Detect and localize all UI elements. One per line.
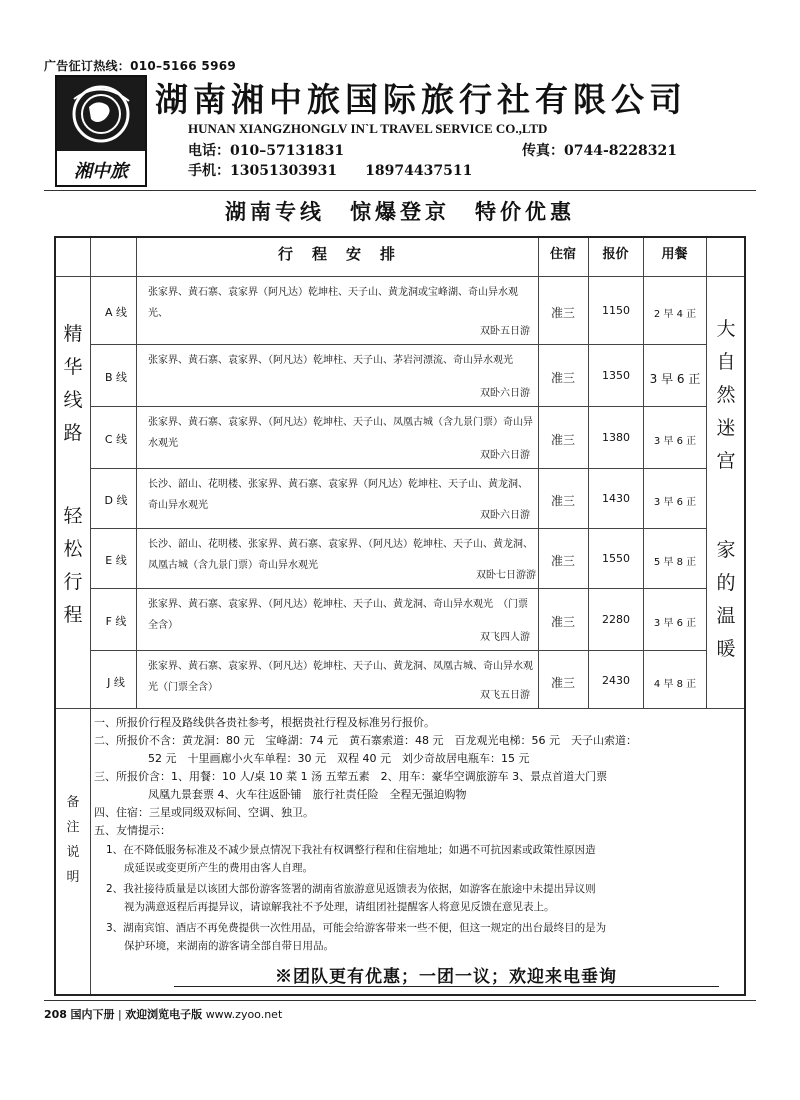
header-meal: 用餐: [661, 247, 688, 262]
phone-label: 电话：: [188, 143, 230, 159]
meal-value: 3 早 6 正: [653, 436, 697, 447]
company-name: 湖南湘中旅国际旅行社有限公司: [155, 80, 687, 119]
mobile-number-2: 18974437511: [365, 163, 473, 179]
right-label-bottom: 家 的 温 暖: [716, 539, 736, 660]
route-text: 张家界、黄石寨、袁家界、（阿凡达）乾坤柱、天子山、黄龙洞、奇山异水观光 （门票全含） 双飞四人游: [148, 594, 534, 648]
page-footer: [44, 1006, 282, 1022]
left-label-bottom: 轻 松 行 程: [63, 505, 83, 626]
note-line: 一、所报价行程及路线供各贵社参考，根据贵社行程及标准另行报价。: [94, 716, 435, 729]
meal-value: 2 早 4 正: [653, 309, 697, 320]
notes-label: 备 注 说 明: [66, 795, 80, 885]
note-line: 五、友情提示：: [94, 824, 171, 837]
note-line: 四、住宿：三星或同级双标间、空调、独卫。: [94, 806, 314, 819]
headline: 湖南专线 惊爆登京 特价优惠: [225, 199, 575, 224]
meal-value: 4 早 8 正: [653, 679, 697, 690]
route-text: 张家界、黄石寨、袁家界、（阿凡达）乾坤柱、天子山、黄龙洞、凤凰古城、奇山异水观光（门票全含） 双飞五日游: [148, 656, 534, 706]
route-duration: 双飞四人游: [480, 632, 530, 643]
col-divider: [538, 238, 539, 708]
stay-value: 准三: [550, 371, 575, 385]
header-itinerary: 行 程 安 排: [277, 245, 397, 263]
logo-globe-icon: [57, 77, 145, 151]
meal-value: 3 早 6 正: [649, 372, 701, 386]
price-value: 1150: [602, 304, 630, 317]
company-logo: [55, 75, 147, 187]
meal-value: 3 早 6 正: [653, 618, 697, 629]
meal-value: 5 早 8 正: [653, 557, 697, 568]
route-text: 张家界、黄石寨、袁家界、（阿凡达）乾坤柱、天子山、凤凰古城（含九景门票）奇山异水观光 双卧六日游: [148, 412, 534, 466]
fax-line: [522, 140, 677, 160]
footer-section: 国内下册: [70, 1008, 115, 1021]
fax-label: 传真：: [522, 143, 564, 159]
note-line: 三、所报价含：1、用餐：10 人/桌 10 菜 1 汤 五荤五素 2、用车：豪华空调旅游车 3、景点首道大门票: [94, 770, 608, 783]
price-value: 1380: [602, 431, 630, 444]
stay-value: 准三: [550, 676, 575, 690]
price-value: 1350: [602, 369, 630, 382]
line-name: B 线: [104, 371, 128, 384]
line-name: A 线: [104, 306, 128, 319]
footer-separator: |: [117, 1008, 122, 1021]
footer-divider: [44, 1000, 756, 1001]
price-value: 2430: [602, 674, 630, 687]
stay-value: 准三: [550, 433, 575, 447]
line-name: C 线: [104, 433, 128, 446]
line-name: J 线: [107, 676, 125, 689]
route-duration: 双飞五日游: [480, 690, 530, 701]
mobile-number-1: 13051303931: [230, 163, 338, 179]
note-line: 2、我社接待质量是以该团大部份游客签署的湖南省旅游意见返馈表为依据，如游客在旅途中未提出异议则: [106, 883, 596, 895]
row-line: [90, 650, 706, 651]
route-text: 张家界、黄石寨、袁家界、（阿凡达）乾坤柱、天子山、茅岩河漂流、奇山异水观光 双卧六日游: [148, 350, 534, 404]
row-line: [90, 344, 706, 345]
notes-top-line: [56, 708, 744, 709]
col-divider: [588, 238, 589, 708]
note-line: 凤凰九景套票 4、火车往返卧铺 旅行社责任险 全程无强迫购物: [148, 788, 467, 801]
route-duration: 双卧六日游: [480, 388, 530, 399]
row-line: [90, 528, 706, 529]
note-line: 二、所报价不含：黄龙洞：80 元 宝峰湖：74 元 黄石寨索道：48 元 百龙观光电梯：56 元 天子山索道：: [94, 734, 637, 747]
stay-value: 准三: [550, 306, 575, 320]
price-value: 1550: [602, 552, 630, 565]
note-line: 视为满意返程后再提异议，请谅解我社不予处理，请组团社提醒客人将意见反馈在意见表上。: [124, 901, 555, 913]
route-text: 长沙、韶山、花明楼、张家界、黄石寨、袁家界、（阿凡达）乾坤柱、天子山、黄龙洞、凤凰古城（含九景门票）奇山异水观光 双卧七日游游: [148, 534, 534, 586]
route-duration: 双卧五日游: [480, 326, 530, 337]
left-label-top: 精 华 线 路: [63, 323, 83, 444]
col-divider: [643, 238, 644, 708]
mobile-label: 手机：: [188, 163, 230, 179]
header-divider: [44, 190, 756, 191]
company-name-en: HUNAN XIANGZHONGLV IN`L TRAVEL SERVICE CO.,LTD: [188, 121, 548, 136]
row-line: [90, 588, 706, 589]
meal-value: 3 早 6 正: [653, 497, 697, 508]
right-label-top: 大 自 然 迷 宫: [716, 318, 736, 472]
line-name: F 线: [105, 615, 127, 628]
note-line: 成延误或变更所产生的费用由客人自理。: [124, 862, 313, 874]
row-line: [90, 468, 706, 469]
header-stay: 住宿: [549, 247, 576, 262]
route-text: 长沙、韶山、花明楼、张家界、黄石寨、袁家界（阿凡达）乾坤柱、天子山、黄龙洞、奇山异水观光 双卧六日游: [148, 474, 534, 526]
col-divider: [90, 708, 91, 994]
phone-number: 010–57131831: [230, 143, 345, 159]
note-line: 3、湖南宾馆、酒店不再免费提供一次性用品，可能会给游客带来一些不便，但这一规定的出台最终目的是为: [106, 922, 607, 934]
header-price: 报价: [602, 247, 629, 262]
phone-line: [188, 140, 344, 160]
page-number: 208: [44, 1008, 67, 1021]
route-duration: 双卧六日游: [480, 510, 530, 521]
header-bottom-line: [56, 276, 744, 277]
price-value: 1430: [602, 492, 630, 505]
ad-hotline: 广告征订热线：010–5166 5969: [44, 59, 237, 73]
price-value: 2280: [602, 613, 630, 626]
stay-value: 准三: [550, 554, 575, 568]
footer-tagline: 欢迎浏览电子版: [125, 1008, 203, 1021]
note-line: 52 元 十里画廊小火车单程：30 元 双程 40 元 刘少奇故居电瓶车：15 元: [148, 752, 530, 765]
note-line: 1、在不降低服务标准及不减少景点情况下我社有权调整行程和住宿地址；如遇不可抗因素或政策性原因造: [106, 844, 596, 856]
closing-underline: [174, 986, 719, 987]
route-duration: 双卧六日游: [480, 450, 530, 461]
col-divider: [706, 238, 707, 708]
stay-value: 准三: [550, 494, 575, 508]
stay-value: 准三: [550, 615, 575, 629]
route-text: 张家界、黄石寨、袁家界（阿凡达）乾坤柱、天子山、黄龙洞或宝峰湖、奇山异水观光、 双卧五日游: [148, 282, 534, 342]
logo-text: 湘中旅: [74, 161, 128, 182]
route-duration: 双卧七日游游: [476, 570, 536, 581]
note-line: 保护环境，来湖南的游客请全部自带日用品。: [124, 940, 334, 952]
line-name: D 线: [104, 494, 128, 507]
row-line: [90, 406, 706, 407]
closing-slogan: ※团队更有优惠；一团一议；欢迎来电垂询: [275, 967, 617, 987]
fax-number: 0744-8228321: [564, 143, 677, 159]
footer-url: www.zyoo.net: [205, 1008, 283, 1021]
itinerary-table: [54, 236, 746, 996]
line-name: E 线: [105, 554, 127, 567]
mobile-line: [188, 160, 472, 180]
